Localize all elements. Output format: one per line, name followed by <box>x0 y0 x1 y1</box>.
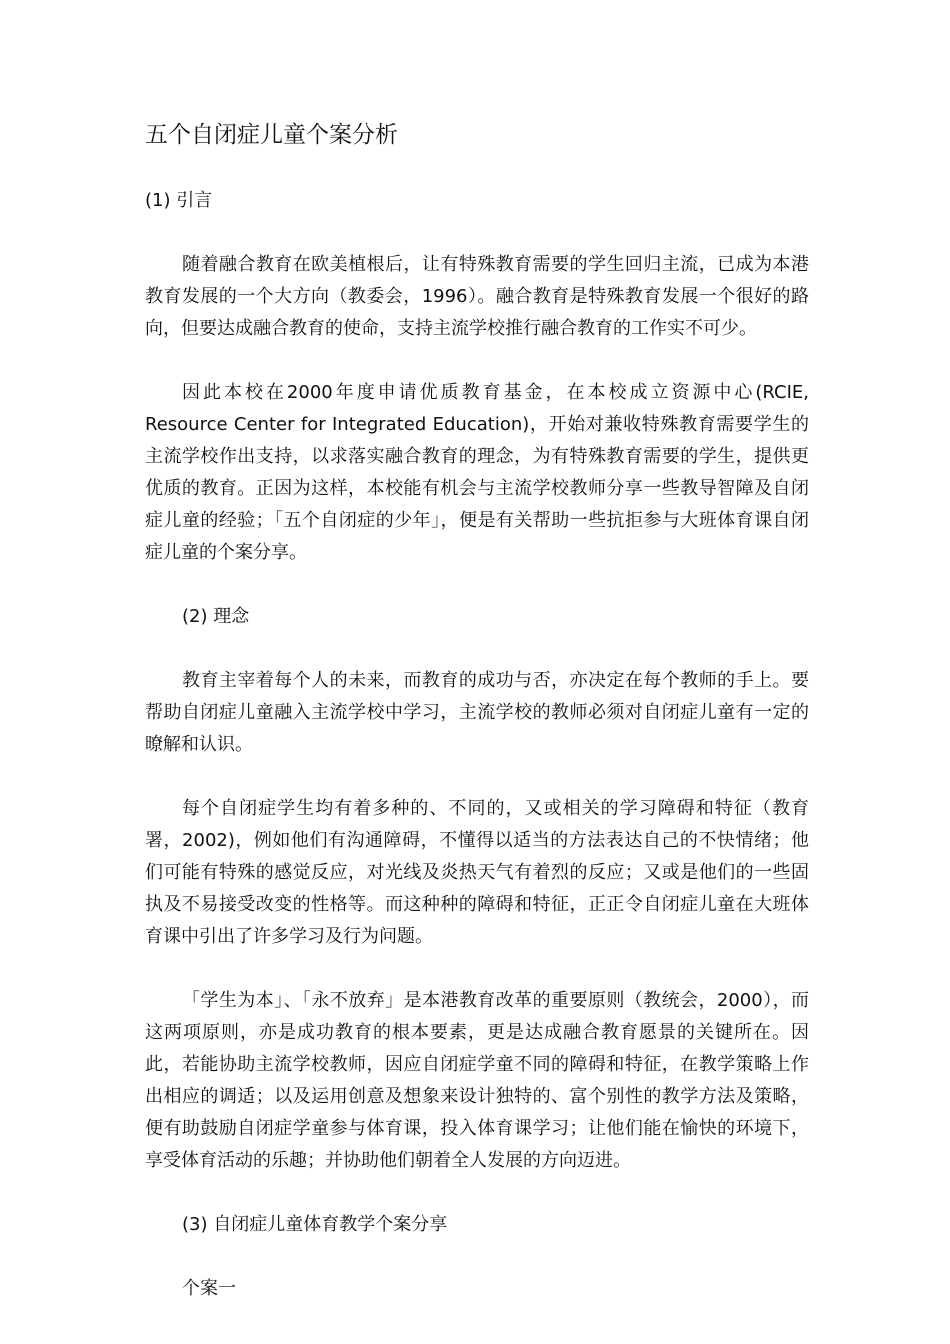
section-heading: (3) 自闭症儿童体育教学个案分享 <box>182 1214 448 1235</box>
document-page <box>145 118 809 1305</box>
section-introduction <box>145 185 809 569</box>
document-title: 五个自闭症儿童个案分析 <box>145 122 398 148</box>
paragraph: 教育主宰着每个人的未来，而教育的成功与否，亦决定在每个教师的手上。要帮助自闭症儿童融入主流学校中学习，主流学校的教师必须对自闭症儿童有一定的暸解和认识。 <box>145 670 809 755</box>
paragraph: 随着融合教育在欧美植根后，让有特殊教育需要的学生回归主流，已成为本港教育发展的一个大方向（教委会，1996）。融合教育是特殊教育发展一个很好的路向，但要达成融合教育的使命，支持主流学校推行融合教育的工作实不可少。 <box>145 254 809 339</box>
paragraph: 每个自闭症学生均有着多种的、不同的，又或相关的学习障碍和特征（教育署，2002)，例如他们有沟通障碍，不懂得以适当的方法表达自己的不快情绪；他们可能有特殊的感觉反应，对光线及炎热天气有着烈的反应；又或是他们的一些固执及不易接受改变的性格等。而这种种的障碍和特征，正正令自闭症儿童在大班体育课中引出了许多学习及行为问题。 <box>145 798 809 947</box>
section-philosophy <box>145 601 809 1177</box>
section-case-sharing <box>145 1209 809 1305</box>
case-label: 个案一 <box>182 1278 236 1299</box>
section-heading: (1) 引言 <box>145 190 213 211</box>
paragraph: 「学生为本」、「永不放弃」是本港教育改革的重要原则（教统会，2000），而这两项原则，亦是成功教育的根本要素，更是达成融合教育愿景的关键所在。因此，若能协助主流学校教师，因应自闭症学童不同的障碍和特征，在教学策略上作出相应的调适；以及运用创意及想象来设计独特的、富个别性的教学方法及策略，便有助鼓励自闭症学童参与体育课，投入体育课学习；让他们能在愉快的环境下，享受体育活动的乐趣；并协助他们朝着全人发展的方向迈进。 <box>145 990 809 1171</box>
section-heading: (2) 理念 <box>182 606 250 627</box>
paragraph: 因此本校在2000年度申请优质教育基金，在本校成立资源中心(RCIE, Resource Center for Integrated Education)，开始对兼收特殊教育需要学生的主流学校作出支持，以求落实融合教育的理念，为有特殊教育需要的学生，提供更优质的教育。正因为这样，本校能有机会与主流学校教师分享一些教导智障及自闭症儿童的经验；「五个自闭症的少年」，便是有关帮助一些抗拒参与大班体育课自闭症儿童的个案分享。 <box>145 382 809 563</box>
